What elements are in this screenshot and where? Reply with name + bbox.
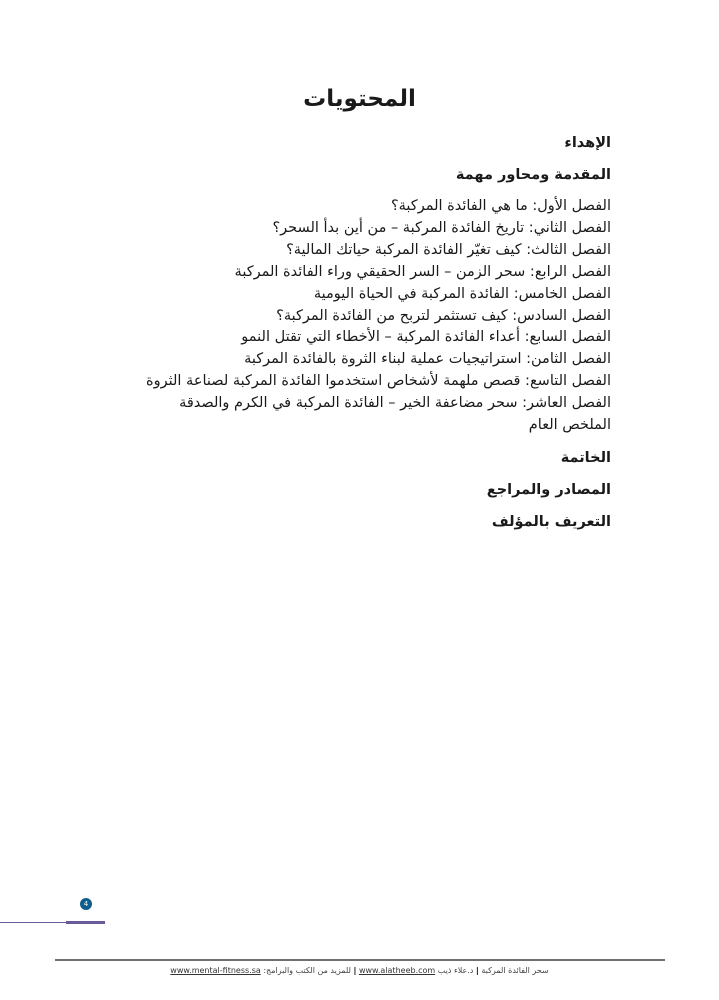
toc-summary: الملخص العام	[528, 417, 611, 434]
toc-conclusion: الخاتمة	[560, 449, 611, 466]
page-number-badge: 4	[80, 898, 92, 910]
footer-link-mental-fitness[interactable]: www.mental-fitness.sa	[170, 966, 261, 975]
footer-separator: |	[353, 966, 357, 975]
toc-chapter-1: الفصل الأول: ما هي الفائدة المركبة؟	[390, 198, 611, 214]
toc-chapter-8: الفصل الثامن: استراتيجيات عملية لبناء الثروة بالفائدة المركبة	[244, 351, 611, 368]
toc-chapter-3: الفصل الثالث: كيف تغيّر الفائدة المركبة حياتك المالية؟	[286, 241, 611, 258]
toc-chapter-10: الفصل العاشر: سحر مضاعفة الخير – الفائدة المركبة في الكرم والصدقة	[179, 395, 611, 412]
page-title: المحتويات	[303, 86, 416, 112]
footer-link-alatheeb[interactable]: www.alatheeb.com	[358, 966, 436, 975]
footer-more-text: للمزيد من الكتب والبرامج:	[263, 966, 351, 975]
toc-chapter-9: الفصل التاسع: قصص ملهمة لأشخاص استخدموا الفائدة المركبة لصناعة الثروة	[146, 373, 611, 390]
footer-book-title: سحر الفائدة المركبة	[481, 966, 549, 975]
accent-divider	[0, 922, 105, 923]
footer-separator: |	[475, 966, 479, 975]
toc-dedication: الإهداء	[564, 135, 611, 151]
footer	[0, 966, 719, 975]
toc-references: المصادر والمراجع	[486, 481, 611, 498]
footer-author: د.علاء ذيب	[437, 966, 474, 975]
toc-introduction: المقدمة ومحاور مهمة	[455, 167, 611, 183]
toc-chapter-2: الفصل الثاني: تاريخ الفائدة المركبة – من أين بدأ السحر؟	[272, 219, 611, 236]
footer-divider	[55, 959, 665, 961]
toc-chapter-5: الفصل الخامس: الفائدة المركبة في الحياة اليومية	[313, 285, 611, 302]
toc-chapter-6: الفصل السادس: كيف تستثمر لتربح من الفائدة المركبة؟	[276, 307, 611, 324]
toc-chapter-4: الفصل الرابع: سحر الزمن – السر الحقيقي وراء الفائدة المركبة	[234, 263, 611, 280]
toc-chapter-7: الفصل السابع: أعداء الفائدة المركبة – الأخطاء التي تقتل النمو	[241, 329, 611, 346]
table-of-contents	[141, 132, 611, 533]
toc-about-author: التعريف بالمؤلف	[491, 513, 611, 530]
